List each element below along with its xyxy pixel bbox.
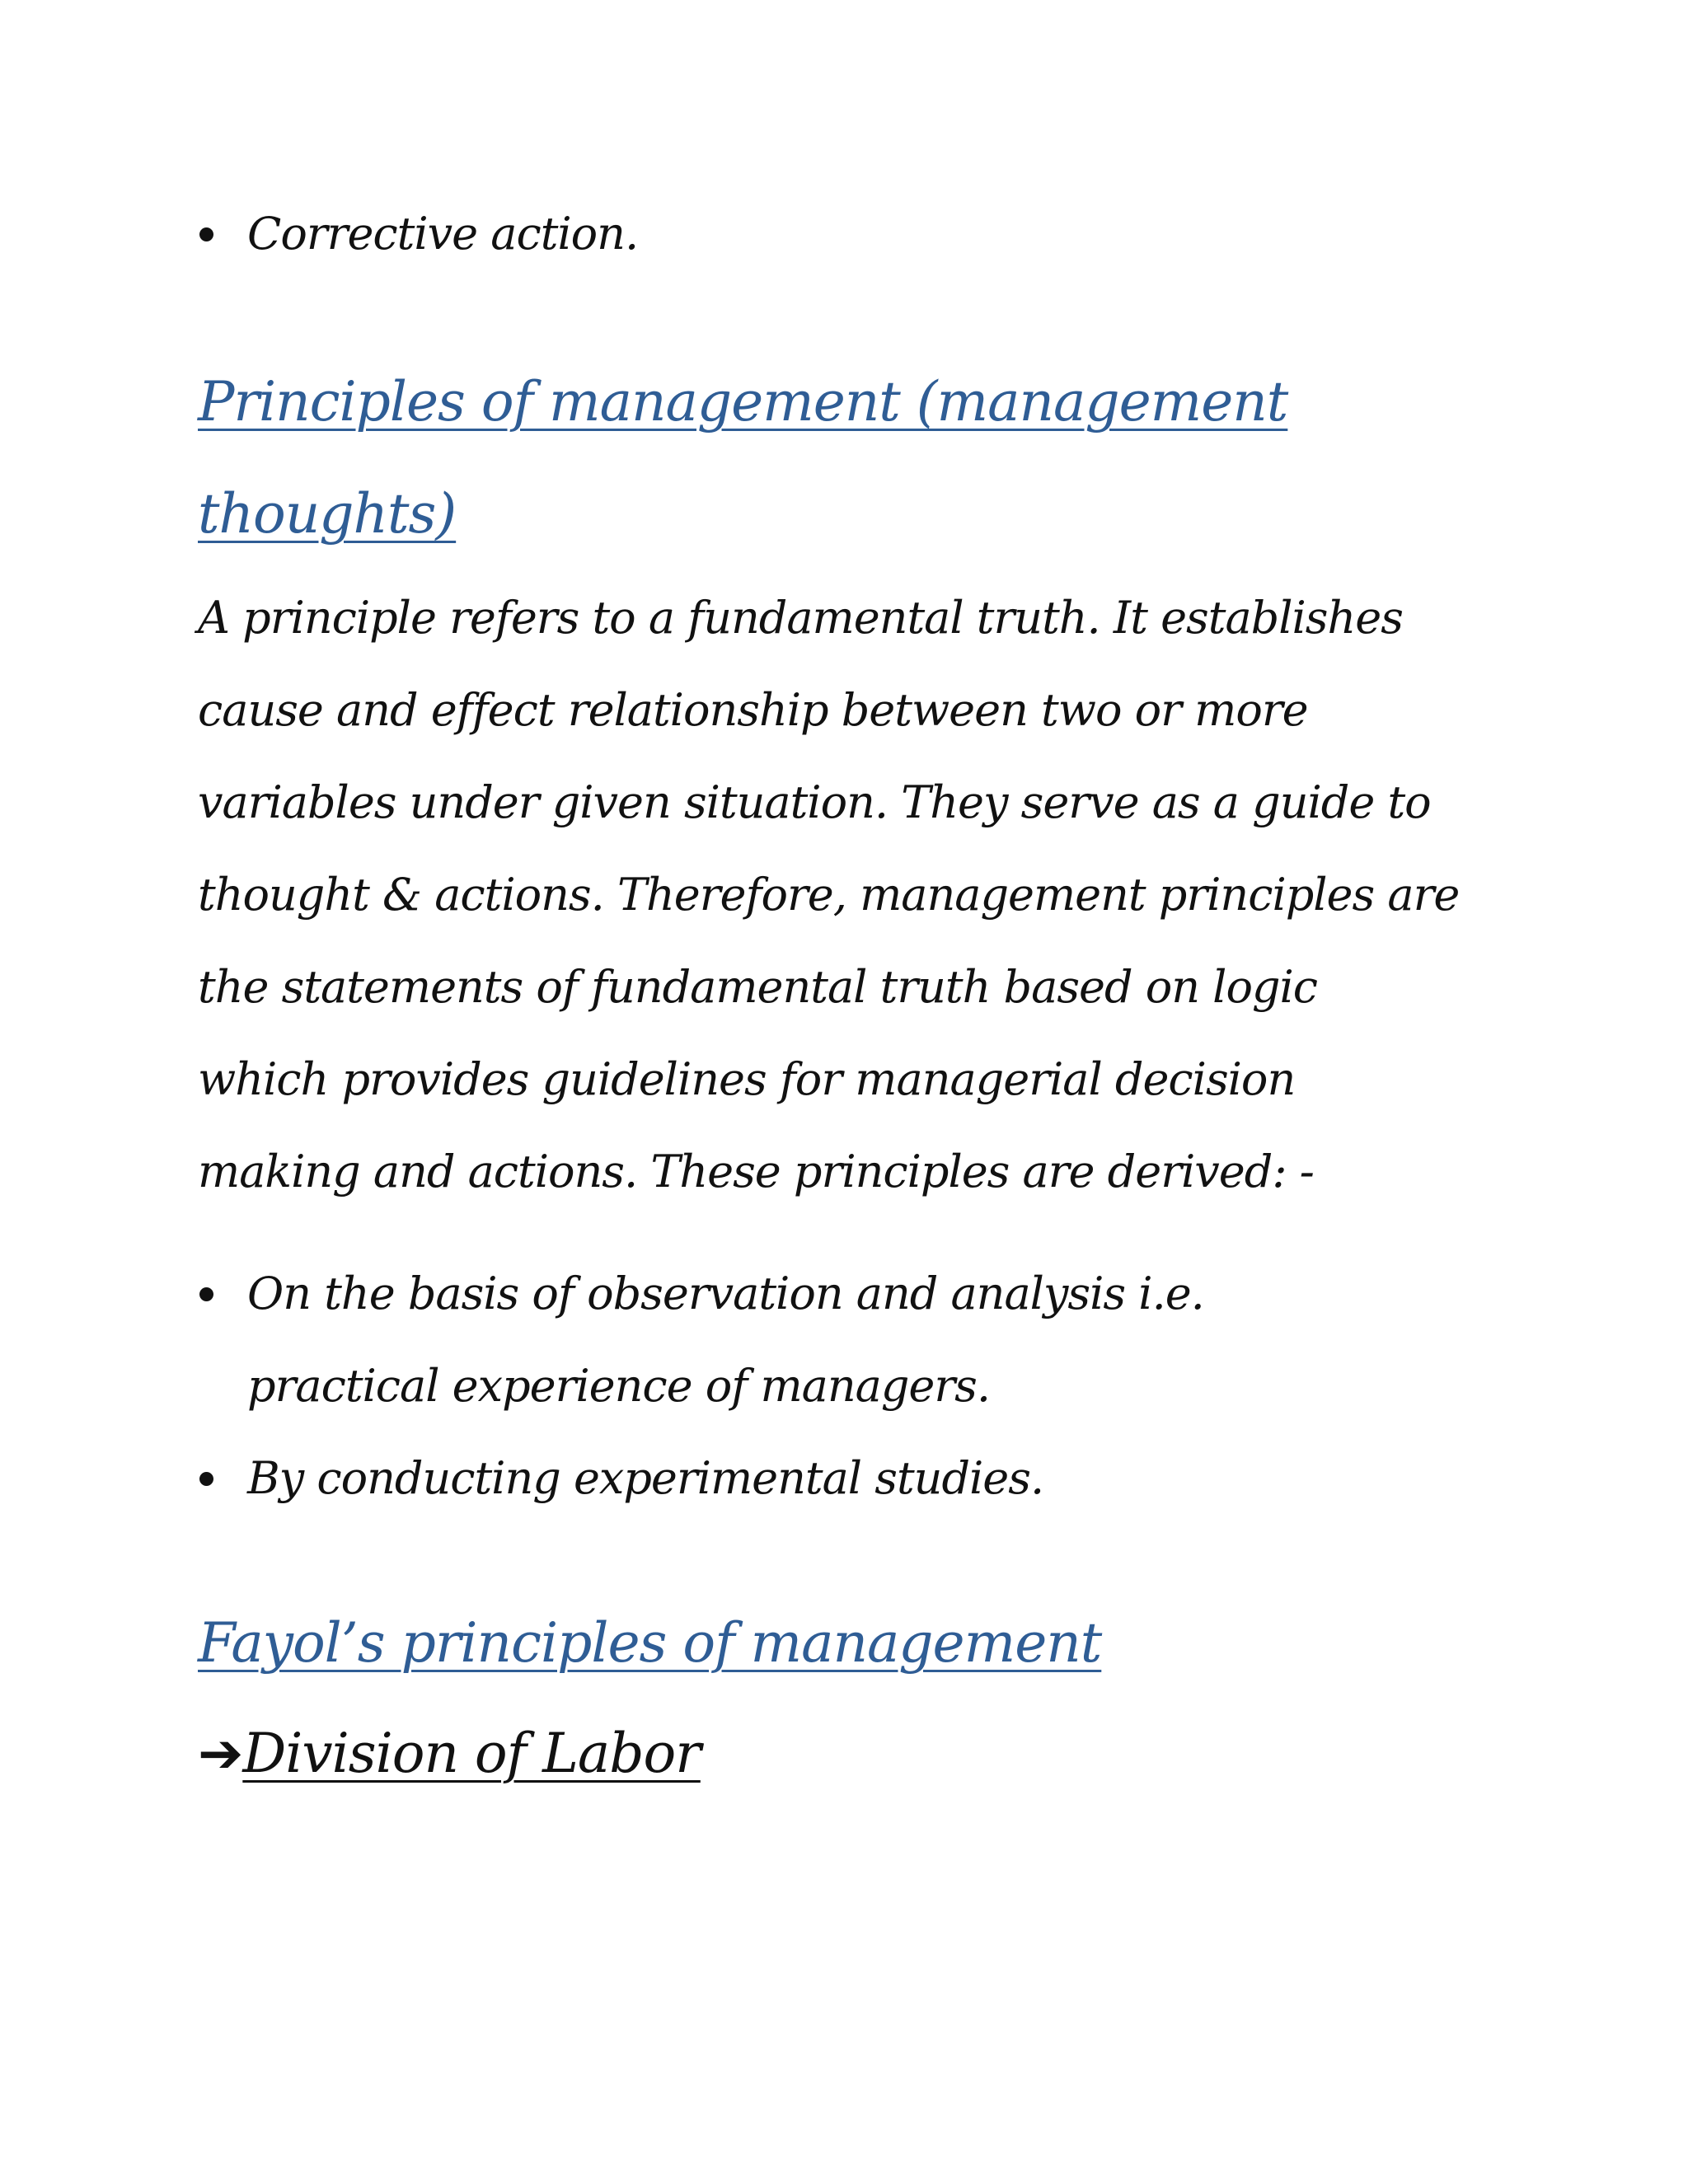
list-item [247,188,638,280]
paragraph-line: thought & actions. Therefore, management principles are [198,869,1460,921]
paragraph-line: which provides guidelines for managerial decision [198,1053,1296,1105]
list-item-text: practical experience of managers. [247,1360,991,1412]
paragraph-line: making and actions. These principles are derived: - [198,1146,1314,1197]
list-item-text: By conducting experimental studies. [247,1452,1044,1504]
heading-line: thoughts) [198,482,457,546]
heading-line: Principles of management (management [198,370,1288,434]
subheading-label: Division of Labor [242,1722,701,1785]
section-heading-principles [198,346,1287,458]
section-heading-principles-cont [198,458,456,570]
heading-line: Fayol’s principles of management [198,1611,1102,1675]
section-heading-fayol [198,1587,1101,1699]
list-item-continuation [247,1340,1204,1432]
list-item-text: Corrective action. [247,208,639,260]
list-item-text: On the basis of observation and analysis i.e. [247,1268,1204,1319]
list-item [247,1248,1204,1340]
bullet-icon [199,227,213,241]
derived-bullet-list [247,1248,1204,1525]
bullet-icon [199,1472,213,1486]
paragraph-line: A principle refers to a fundamental truth. It establishes [198,592,1403,644]
arrow-right-icon: ➔ [198,1722,243,1785]
list-item [247,1432,1204,1525]
subheading-division-of-labor [198,1698,701,1810]
paragraph-line: cause and effect relationship between two or more [198,684,1308,736]
paragraph-line: variables under given situation. They serve as a guide to [198,776,1431,828]
top-bullet-list [247,188,638,280]
bullet-icon [199,1287,213,1301]
paragraph-line: the statements of fundamental truth based on logic [198,961,1318,1013]
